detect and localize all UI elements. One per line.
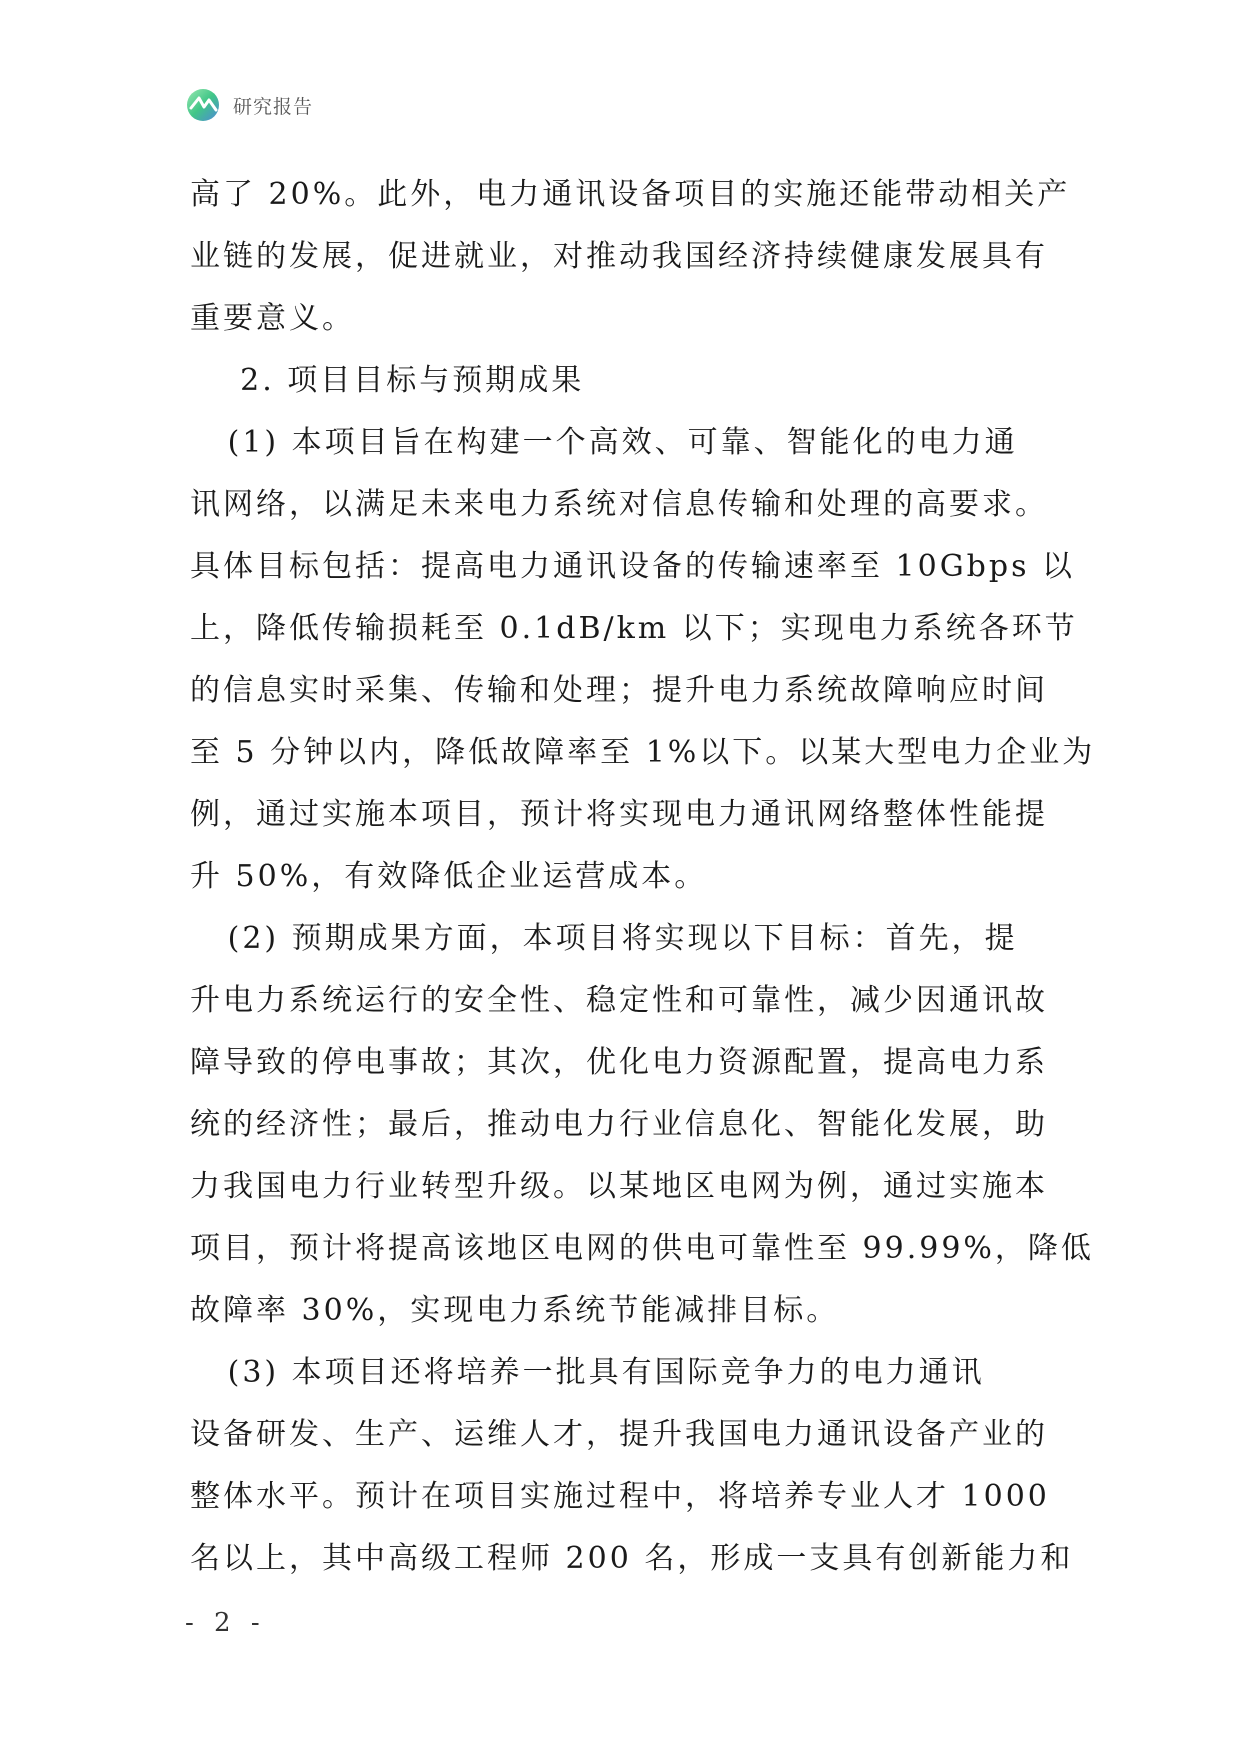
report-logo-icon	[185, 88, 221, 122]
section-heading: 2. 项目目标与预期成果	[190, 363, 585, 398]
text-line: 讯网络，以满足未来电力系统对信息传输和处理的高要求。	[190, 487, 1048, 522]
text-line: 业链的发展，促进就业，对推动我国经济持续健康发展具有	[190, 239, 1048, 274]
text-line: (3) 本项目还将培养一批具有国际竞争力的电力通讯	[190, 1355, 985, 1390]
text-line: 故障率 30%，实现电力系统节能减排目标。	[190, 1293, 840, 1328]
text-line: 高了 20%。此外，电力通讯设备项目的实施还能带动相关产	[190, 177, 1071, 212]
text-line: 至 5 分钟以内，降低故障率至 1%以下。以某大型电力企业为	[190, 735, 1096, 770]
text-line: 升 50%，有效降低企业运营成本。	[190, 859, 708, 894]
text-line: (1) 本项目旨在构建一个高效、可靠、智能化的电力通	[190, 425, 1018, 460]
text-line: 重要意义。	[190, 301, 355, 336]
text-line: 项目，预计将提高该地区电网的供电可靠性至 99.99%，降低	[190, 1231, 1094, 1266]
page-number: - 2 -	[185, 1608, 266, 1638]
text-line: 障导致的停电事故；其次，优化电力资源配置，提高电力系	[190, 1045, 1048, 1080]
text-line: 力我国电力行业转型升级。以某地区电网为例，通过实施本	[190, 1169, 1048, 1204]
text-line: 具体目标包括：提高电力通讯设备的传输速率至 10Gbps 以	[190, 549, 1076, 584]
text-line: 统的经济性；最后，推动电力行业信息化、智能化发展，助	[190, 1107, 1048, 1142]
text-line: (2) 预期成果方面，本项目将实现以下目标：首先，提	[190, 921, 1018, 956]
report-header	[185, 88, 313, 122]
document-body	[190, 164, 1096, 1590]
text-line: 升电力系统运行的安全性、稳定性和可靠性，减少因通讯故	[190, 983, 1048, 1018]
text-line: 整体水平。预计在项目实施过程中，将培养专业人才 1000	[190, 1479, 1050, 1514]
text-line: 设备研发、生产、运维人才，提升我国电力通讯设备产业的	[190, 1417, 1048, 1452]
text-line: 名以上，其中高级工程师 200 名，形成一支具有创新能力和	[190, 1541, 1074, 1576]
text-line: 的信息实时采集、传输和处理；提升电力系统故障响应时间	[190, 673, 1048, 708]
text-line: 例，通过实施本项目，预计将实现电力通讯网络整体性能提	[190, 797, 1048, 832]
header-title: 研究报告	[233, 95, 314, 118]
text-line: 上，降低传输损耗至 0.1dB/km 以下；实现电力系统各环节	[190, 611, 1078, 646]
